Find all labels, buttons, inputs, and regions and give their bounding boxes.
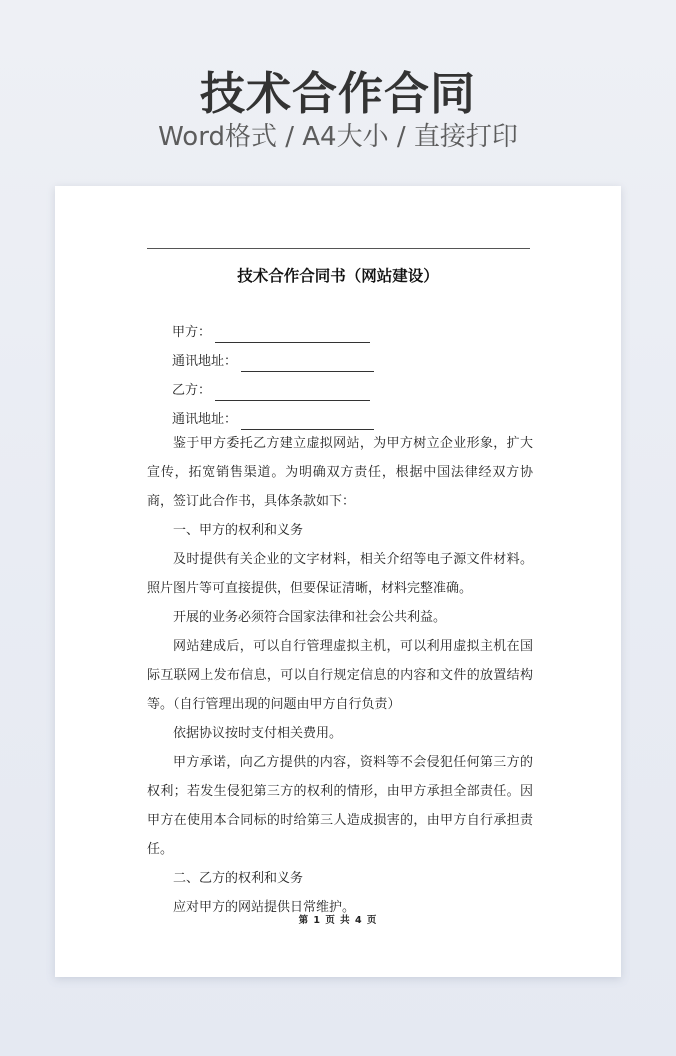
- field-label: 乙方：: [172, 383, 212, 398]
- paragraph: 开展的业务必须符合国家法律和社会公共利益。: [173, 610, 447, 625]
- field-blank[interactable]: [241, 415, 374, 430]
- document-title: 技术合作合同书（网站建设）: [237, 267, 439, 285]
- section-heading-party-b: 二、乙方的权利和义务: [173, 871, 304, 886]
- hero-title: 技术合作合同: [199, 67, 476, 120]
- field-label: 通讯地址：: [172, 354, 238, 369]
- paragraph-intro: 鉴于甲方委托乙方建立虚拟网站，为甲方树立企业形象，扩大宣传，拓宽销售渠道。为明确双方责任，根据中国法律经双方协商，签订此合作书，具体条款如下：: [147, 436, 533, 509]
- field-party-a-address: [172, 352, 374, 372]
- paragraph: 网站建成后，可以自行管理虚拟主机，可以利用虚拟主机在国际互联网上发布信息，可以自行规定信息的内容和文件的放置结构等。（自行管理出现的问题由甲方自行负责）: [147, 639, 533, 712]
- document-page: [55, 186, 621, 977]
- field-blank[interactable]: [241, 357, 374, 372]
- field-blank[interactable]: [215, 328, 370, 343]
- paragraph: 甲方承诺，向乙方提供的内容，资料等不会侵犯任何第三方的权利；若发生侵犯第三方的权利的情形，由甲方承担全部责任。因甲方在使用本合同标的时给第三人造成损害的，由甲方自行承担责任。: [147, 755, 533, 857]
- paragraph: 及时提供有关企业的文字材料，相关介绍等电子源文件材料。照片图片等可直接提供，但要保证清晰，材料完整准确。: [147, 552, 533, 596]
- hero-subtitle: Word格式 / A4大小 / 直接打印: [158, 122, 518, 152]
- header-rule: [147, 248, 530, 249]
- field-party-b: [172, 381, 370, 401]
- field-label: 通讯地址：: [172, 412, 238, 427]
- field-party-b-address: [172, 410, 374, 430]
- section-heading-party-a: 一、甲方的权利和义务: [173, 523, 304, 538]
- field-party-a: [172, 323, 370, 343]
- field-blank[interactable]: [215, 386, 370, 401]
- paragraph: 应对甲方的网站提供日常维护。: [173, 900, 356, 915]
- paragraph: 依据协议按时支付相关费用。: [173, 726, 343, 741]
- field-label: 甲方：: [172, 325, 212, 340]
- page-number: 第 1 页 共 4 页: [298, 915, 378, 926]
- document-body: [147, 429, 533, 922]
